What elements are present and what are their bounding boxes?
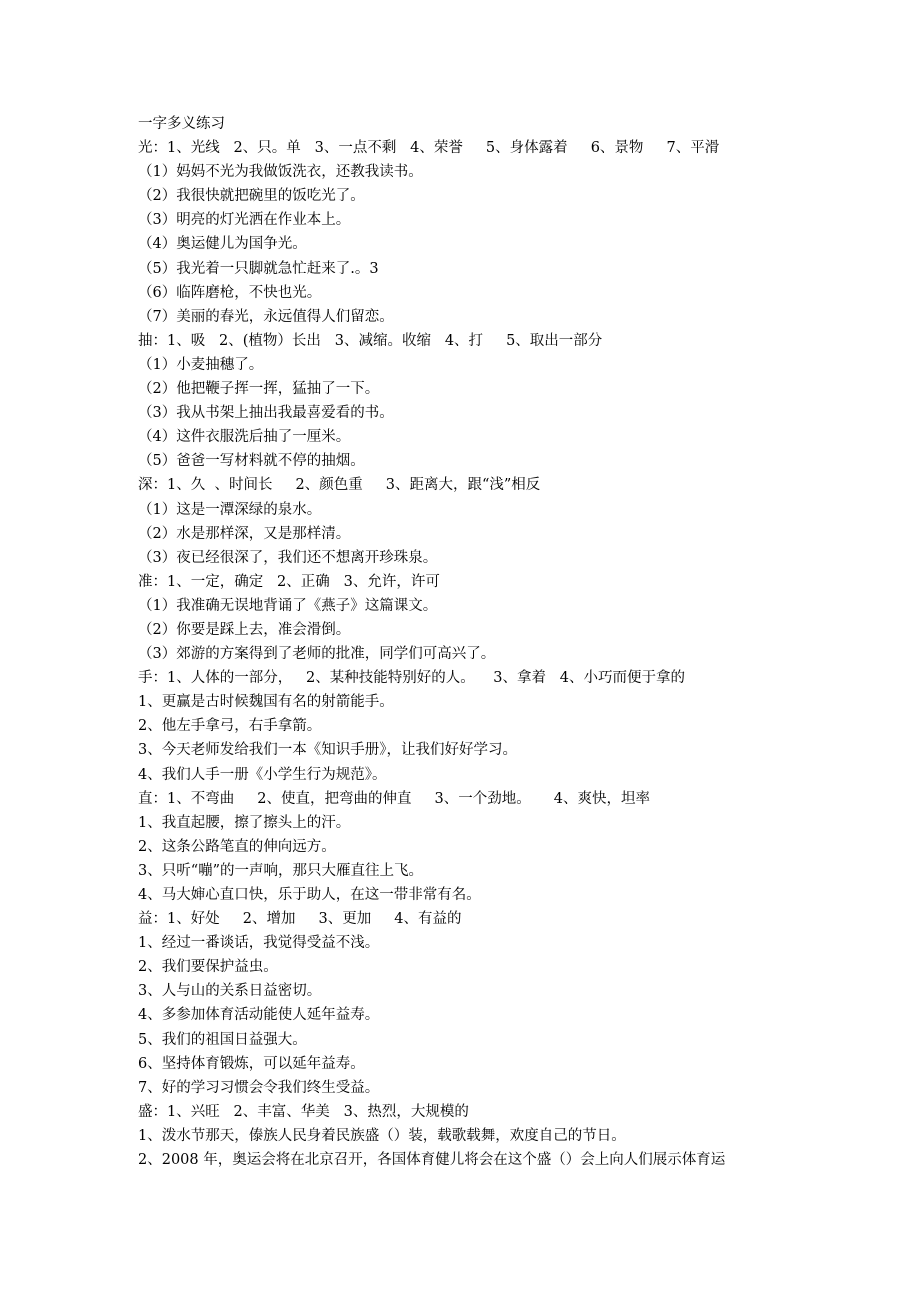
definition-line: 深：1、久 、时间长 2、颜色重 3、距离大，跟“浅”相反 — [138, 477, 541, 494]
example-sentence: 1、泼水节那天，傣族人民身着民族盛（）装，载歌载舞，欢度自己的节日。 — [138, 1127, 626, 1144]
example-sentence: （1）这是一潭深绿的泉水。 — [138, 501, 322, 518]
document-body — [138, 112, 798, 1172]
definition-line: 益：1、好处 2、增加 3、更加 4、有益的 — [138, 911, 462, 928]
example-sentence: （2）我很快就把碗里的饭吃光了。 — [138, 188, 365, 205]
example-sentence: 1、我直起腰，擦了擦头上的汗。 — [138, 814, 351, 831]
example-sentence: 1、经过一番谈话，我觉得受益不浅。 — [138, 935, 380, 952]
example-sentence: （2）你要是踩上去，准会滑倒。 — [138, 621, 351, 638]
definition-line: 光：1、光线 2、只。单 3、一点不剩 4、荣誉 5、身体露着 6、景物 7、平滑 — [138, 140, 720, 157]
definition-line: 抽：1、吸 2、(植物）长出 3、减缩。收缩 4、打 5、取出一部分 — [138, 332, 603, 349]
example-sentence: （1）小麦抽穗了。 — [138, 356, 264, 373]
example-sentence: 6、坚持体育锻炼，可以延年益寿。 — [138, 1055, 365, 1072]
document-title: 一字多义练习 — [138, 116, 225, 132]
example-sentence: 1、更赢是古时候魏国有名的射箭能手。 — [138, 694, 394, 711]
example-sentence: （5）爸爸一写材料就不停的抽烟。 — [138, 453, 365, 470]
example-sentence: （7）美丽的春光，永远值得人们留恋。 — [138, 308, 394, 325]
example-sentence: （6）临阵磨枪，不快也光。 — [138, 284, 322, 301]
example-sentence: 4、马大婶心直口快，乐于助人，在这一带非常有名。 — [138, 887, 481, 903]
definition-line: 直：1、不弯曲 2、使直，把弯曲的伸直 3、一个劲地。 4、爽快，坦率 — [138, 790, 651, 807]
example-sentence: 4、多参加体育活动能使人延年益寿。 — [138, 1007, 380, 1024]
example-sentence: 2、这条公路笔直的伸向远方。 — [138, 838, 336, 855]
example-sentence: 3、今天老师发给我们一本《知识手册》，让我们好好学习。 — [138, 742, 517, 759]
definition-line: 手：1、人体的一部分， 2、某种技能特别好的人。 3、拿着 4、小巧而便于拿的 — [138, 670, 685, 687]
example-sentence: （4）这件衣服洗后抽了一厘米。 — [138, 429, 351, 446]
example-sentence: （2）他把鞭子挥一挥，猛抽了一下。 — [138, 381, 380, 398]
example-sentence: （1）妈妈不光为我做饭洗衣，还教我读书。 — [138, 164, 423, 181]
example-sentence: （5）我光着一只脚就急忙赶来了.。3 — [138, 260, 379, 277]
example-sentence: （3）明亮的灯光洒在作业本上。 — [138, 212, 351, 229]
example-sentence: （4）奥运健儿为国争光。 — [138, 236, 307, 253]
example-sentence: 2、我们要保护益虫。 — [138, 959, 278, 976]
example-sentence: 4、我们人手一册《小学生行为规范》。 — [138, 766, 387, 783]
definition-line: 盛：1、兴旺 2、丰富、华美 3、热烈，大规模的 — [138, 1103, 469, 1120]
example-sentence: （3）郊游的方案得到了老师的批准，同学们可高兴了。 — [138, 646, 496, 663]
example-sentence: 3、人与山的关系日益密切。 — [138, 983, 322, 1000]
definition-line: 准：1、一定，确定 2、正确 3、允许，许可 — [138, 573, 440, 590]
example-sentence: 2、他左手拿弓，右手拿箭。 — [138, 718, 322, 735]
example-sentence: （3）我从书架上抽出我最喜爱看的书。 — [138, 405, 394, 422]
example-sentence: 7、好的学习习惯会令我们终生受益。 — [138, 1079, 380, 1096]
example-sentence: （1）我准确无误地背诵了《燕子》这篇课文。 — [138, 597, 438, 614]
example-sentence: （3）夜已经很深了，我们还不想离开珍珠泉。 — [138, 549, 438, 566]
example-sentence: 5、我们的祖国日益强大。 — [138, 1031, 307, 1048]
example-sentence: 3、只听“嘣”的一声响，那只大雁直往上飞。 — [138, 862, 424, 879]
example-sentence: （2）水是那样深，又是那样清。 — [138, 525, 351, 542]
example-sentence: 2、2008 年，奥运会将在北京召开，各国体育健儿将会在这个盛（）会上向人们展示体育运 — [138, 1152, 726, 1169]
